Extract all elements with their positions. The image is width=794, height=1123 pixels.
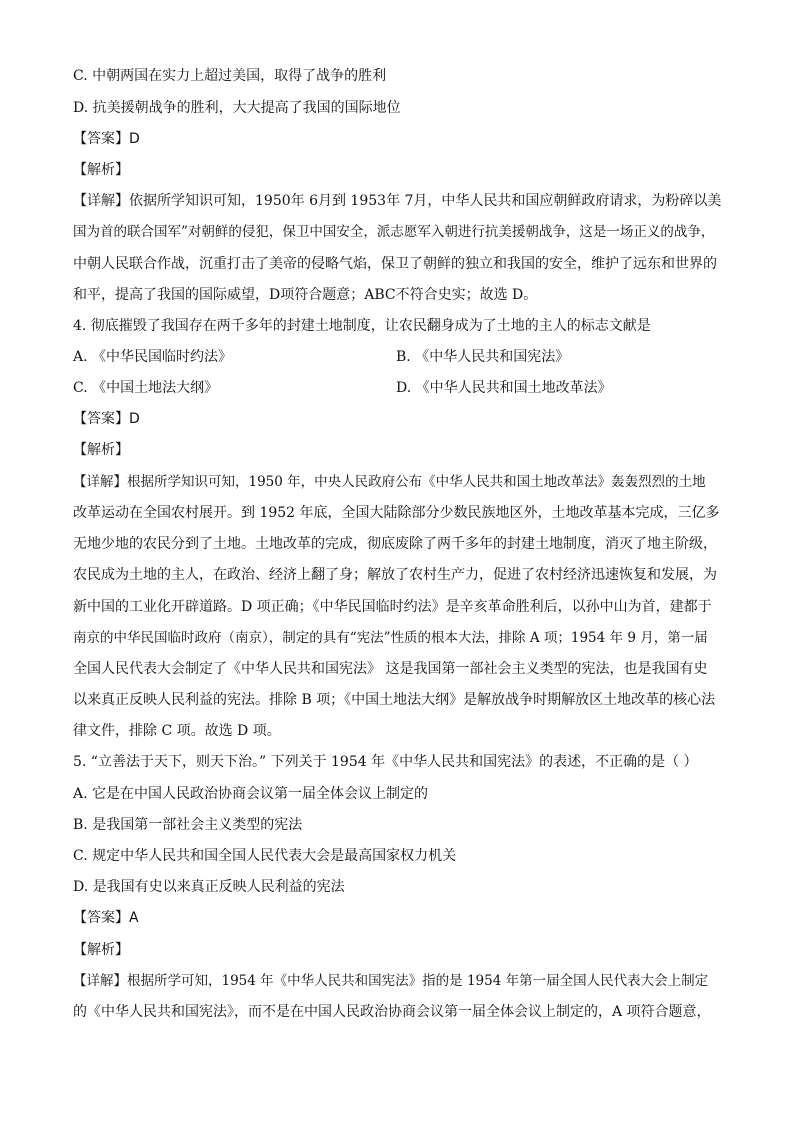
q5-detail-line: 【详解】根据所学可知，1954 年《中华人民共和国宪法》指的是 1954 年第一届全国人民代表大会上制定 <box>73 973 709 989</box>
q4-detail-line: 【详解】根据所学知识可知，1950 年，中央人民政府公布《中华人民共和国土地改革法》轰轰烈烈的土地 <box>73 474 706 490</box>
q5-answer: 【答案】A <box>73 910 139 926</box>
q4-detail-line: 无地少地的农民分到了土地。土地改革的完成，彻底废除了两千多年的封建土地制度，消灭了地主阶级， <box>73 536 717 552</box>
q4-detail-line: 新中国的工业化开辟道路。D 项正确；《中华民国临时约法》是辛亥革命胜利后，以孙中山为首，建都于 <box>73 599 712 615</box>
q3-analysis-label: 【解析】 <box>73 162 129 178</box>
q3-detail-line: 国为首的联合国军”对朝鲜的侵犯，保卫中国安全，派志愿军入朝进行抗美援朝战争，这是一场正义的战争， <box>73 224 715 240</box>
q3-detail-line: 【详解】依据所学知识可知，1950年 6月到 1953年 7月，中华人民共和国应朝鲜政府请求，为粉碎以美 <box>73 193 722 209</box>
q5-option-a: A. 它是在中国人民政治协商会议第一届全体会议上制定的 <box>73 786 429 802</box>
q4-analysis-label: 【解析】 <box>73 442 129 458</box>
q4-detail-line: 农民成为土地的主人，在政治、经济上翻了身；解放了农村生产力，促进了农村经济迅速恢复和发展，为 <box>73 567 717 583</box>
q4-option-c: C. 《中国土地法大纲》 <box>73 380 219 396</box>
q4-answer: 【答案】D <box>73 411 140 427</box>
q4-detail-line: 改革运动在全国农村展开。到 1952 年底，全国大陆除部分少数民族地区外，土地改革基本完成，三亿多 <box>73 505 720 521</box>
q4-detail-line: 律文件，排除 C 项。故选 D 项。 <box>73 723 281 739</box>
q3-answer: 【答案】D <box>73 131 140 147</box>
q5-detail-line: 的《中华人民共和国宪法》，而不是在中国人民政治协商会议第一届全体会议上制定的，A 项符合题意， <box>73 1004 711 1020</box>
q3-detail-line: 和平，提高了我国的国际威望，D项符合题意；ABC不符合史实；故选 D。 <box>73 287 538 303</box>
q4-detail-line: 南京的中华民国临时政府（南京），制定的具有“宪法”性质的根本大法，排除 A 项；1954 年 9 月，第一届 <box>73 630 708 646</box>
q3-option-c: C. 中朝两国在实力上超过美国，取得了战争的胜利 <box>73 68 387 84</box>
q4-detail-line: 以来真正反映人民利益的宪法。排除 B 项；《中国土地法大纲》是解放战争时期解放区土地改革的核心法 <box>73 692 716 708</box>
q3-option-d: D. 抗美援朝战争的胜利，大大提高了我国的国际地位 <box>73 100 401 116</box>
q4-stem: 4. 彻底摧毁了我国存在两千多年的封建土地制度，让农民翻身成为了土地的主人的标志文献是 <box>73 318 651 334</box>
q4-option-a: A. 《中华民国临时约法》 <box>73 349 233 365</box>
q5-option-c: C. 规定中华人民共和国全国人民代表大会是最高国家权力机关 <box>73 848 457 864</box>
q5-option-d: D. 是我国有史以来真正反映人民利益的宪法 <box>73 879 345 895</box>
q4-option-b: B. 《中华人民共和国宪法》 <box>396 349 570 365</box>
q3-detail-line: 中朝人民联合作战，沉重打击了美帝的侵略气焰，保卫了朝鲜的独立和我国的安全，维护了远东和世界的 <box>73 256 717 272</box>
q5-stem: 5. “立善法于天下，则天下治。” 下列关于 1954 年《中华人民共和国宪法》的表述，不正确的是（ ） <box>73 754 698 770</box>
q4-option-d: D. 《中华人民共和国土地改革法》 <box>396 380 612 396</box>
q5-option-b: B. 是我国第一部社会主义类型的宪法 <box>73 817 303 833</box>
q4-detail-line: 全国人民代表大会制定了《中华人民共和国宪法》 这是我国第一部社会主义类型的宪法，也是我国有史 <box>73 661 708 677</box>
q5-analysis-label: 【解析】 <box>73 942 129 958</box>
